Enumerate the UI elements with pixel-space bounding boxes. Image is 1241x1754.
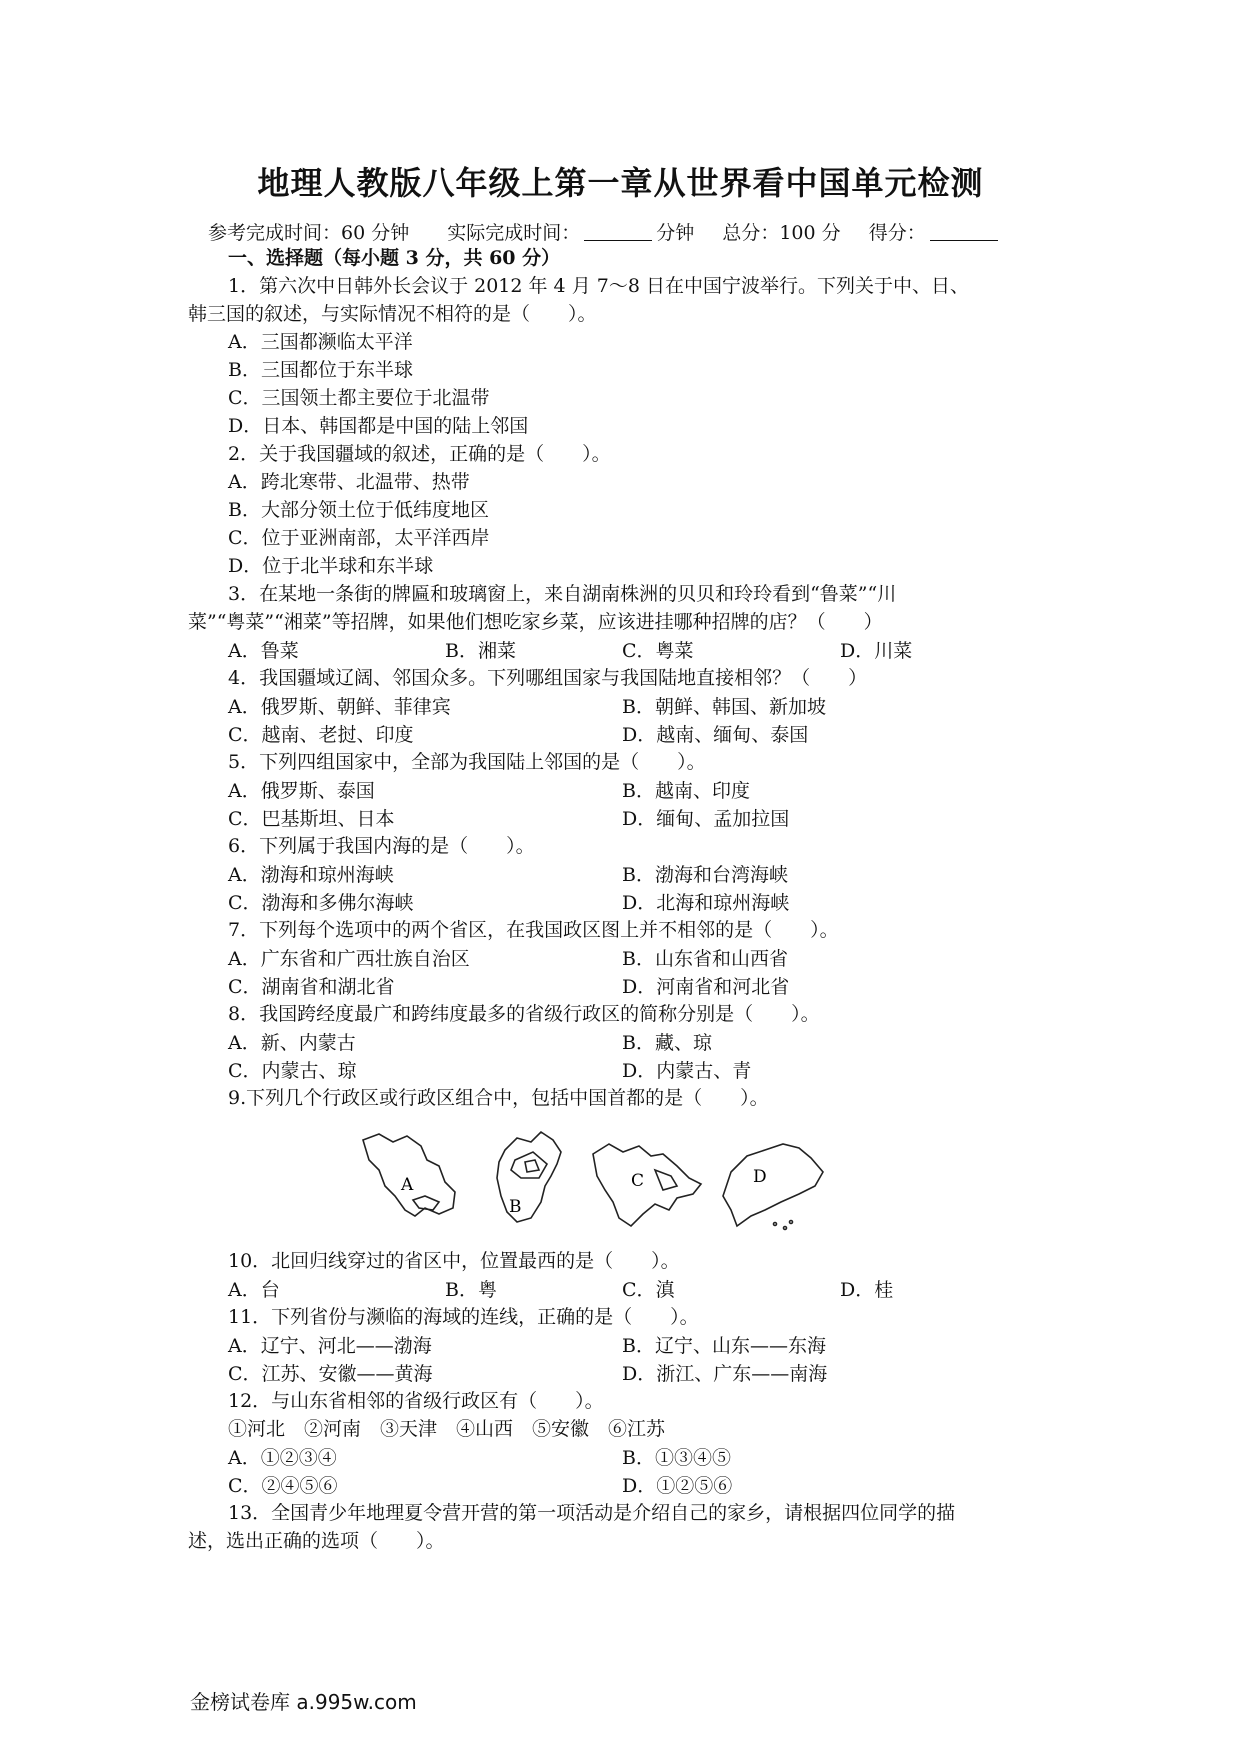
map-c-outline xyxy=(593,1144,701,1226)
map-d-outline xyxy=(723,1144,823,1230)
q12-option-d: D．①②⑤⑥ xyxy=(622,1475,733,1497)
q7-option-c: C．湖南省和湖北省 xyxy=(228,976,395,998)
exam-meta xyxy=(208,218,1002,245)
q1-option-b: B．三国都位于东半球 xyxy=(228,359,413,381)
q8-option-c: C．内蒙古、琼 xyxy=(228,1060,357,1082)
q9-stem: 9.下列几个行政区或行政区组合中，包括中国首都的是（ ）。 xyxy=(228,1087,769,1109)
q4-stem: 4．我国疆域辽阔、邻国众多。下列哪组国家与我国陆地直接相邻？（ ） xyxy=(228,667,868,689)
q5-option-d: D．缅甸、孟加拉国 xyxy=(622,808,790,830)
q12-option-b: B．①③④⑤ xyxy=(622,1447,731,1469)
q12-stem: 12．与山东省相邻的省级行政区有（ ）。 xyxy=(228,1390,604,1412)
score-label: 得分： xyxy=(868,222,926,244)
q4-option-a: A．俄罗斯、朝鲜、菲律宾 xyxy=(228,696,451,718)
q6-option-a: A．渤海和琼州海峡 xyxy=(228,864,394,886)
map-d-label: D xyxy=(753,1167,767,1187)
map-c-label: C xyxy=(631,1171,645,1191)
q4-option-c: C．越南、老挝、印度 xyxy=(228,724,414,746)
q1-stem-line1: 1．第六次中日韩外长会议于 2012 年 4 月 7～8 日在中国宁波举行。下列关于中、日、 xyxy=(228,275,969,297)
q2-option-d: D．位于北半球和东半球 xyxy=(228,555,434,577)
q3-stem-line2: 菜”“粤菜”“湘菜”等招牌，如果他们想吃家乡菜，应该进挂哪种招牌的店？（ ） xyxy=(188,611,883,633)
q2-option-a: A．跨北寒带、北温带、热带 xyxy=(228,471,470,493)
q1-option-c: C．三国领土都主要位于北温带 xyxy=(228,387,490,409)
actual-time-unit: 分钟 xyxy=(656,222,695,244)
actual-time-blank[interactable] xyxy=(584,222,652,241)
page-title: 地理人教版八年级上第一章从世界看中国单元检测 xyxy=(257,164,984,202)
q12-option-c: C．②④⑤⑥ xyxy=(228,1475,338,1497)
q7-option-b: B．山东省和山西省 xyxy=(622,948,788,970)
q2-stem: 2．关于我国疆域的叙述，正确的是（ ）。 xyxy=(228,443,611,465)
score-blank[interactable] xyxy=(930,222,998,241)
q8-option-a: A．新、内蒙古 xyxy=(228,1032,356,1054)
q10-option-c: C．滇 xyxy=(622,1279,675,1301)
q3-option-d: D．川菜 xyxy=(840,640,913,662)
q12-option-a: A．①②③④ xyxy=(228,1447,337,1469)
q6-option-d: D．北海和琼州海峡 xyxy=(622,892,790,914)
q3-option-a: A．鲁菜 xyxy=(228,640,299,662)
q13-stem-line1: 13．全国青少年地理夏令营开营的第一项活动是介绍自己的家乡，请根据四位同学的描 xyxy=(228,1502,956,1524)
q11-stem: 11．下列省份与濒临的海域的连线，正确的是（ ）。 xyxy=(228,1306,699,1328)
q10-option-d: D．桂 xyxy=(840,1279,894,1301)
q2-option-b: B．大部分领土位于低纬度地区 xyxy=(228,499,489,521)
q8-option-d: D．内蒙古、青 xyxy=(622,1060,752,1082)
map-b-outline xyxy=(497,1132,561,1222)
q11-option-d: D．浙江、广东——南海 xyxy=(622,1363,828,1385)
q3-option-c: C．粤菜 xyxy=(622,640,694,662)
total-score: 总分：100 分 xyxy=(722,222,841,244)
q5-option-c: C．巴基斯坦、日本 xyxy=(228,808,395,830)
ref-time: 参考完成时间：60 分钟 xyxy=(208,222,410,244)
q10-option-a: A．台 xyxy=(228,1279,280,1301)
q4-option-b: B．朝鲜、韩国、新加坡 xyxy=(622,696,826,718)
q6-stem: 6．下列属于我国内海的是（ ）。 xyxy=(228,835,535,857)
q10-option-b: B．粤 xyxy=(445,1279,497,1301)
q8-stem: 8．我国跨经度最广和跨纬度最多的省级行政区的简称分别是（ ）。 xyxy=(228,1003,820,1025)
q10-stem: 10．北回归线穿过的省区中，位置最西的是（ ）。 xyxy=(228,1250,680,1272)
map-a-label: A xyxy=(401,1175,414,1195)
q13-stem-line2: 述，选出正确的选项（ ）。 xyxy=(188,1530,445,1552)
q12-items: ①河北 ②河南 ③天津 ④山西 ⑤安徽 ⑥江苏 xyxy=(228,1418,666,1440)
q1-option-d: D．日本、韩国都是中国的陆上邻国 xyxy=(228,415,529,437)
q1-option-a: A．三国都濒临太平洋 xyxy=(228,331,413,353)
q6-option-c: C．渤海和多佛尔海峡 xyxy=(228,892,414,914)
q7-stem: 7．下列每个选项中的两个省区，在我国政区图上并不相邻的是（ ）。 xyxy=(228,919,839,941)
q2-option-c: C．位于亚洲南部，太平洋西岸 xyxy=(228,527,490,549)
q5-option-a: A．俄罗斯、泰国 xyxy=(228,780,375,802)
q11-option-a: A．辽宁、河北——渤海 xyxy=(228,1335,432,1357)
footer-watermark: 金榜试卷库 a.995w.com xyxy=(190,1690,417,1714)
q5-stem: 5．下列四组国家中，全部为我国陆上邻国的是（ ）。 xyxy=(228,751,706,773)
q11-option-c: C．江苏、安徽——黄海 xyxy=(228,1363,433,1385)
q6-option-b: B．渤海和台湾海峡 xyxy=(622,864,788,886)
q7-option-a: A．广东省和广西壮族自治区 xyxy=(228,948,470,970)
q3-stem-line1: 3．在某地一条街的牌匾和玻璃窗上，来自湖南株洲的贝贝和玲玲看到“鲁菜”“川 xyxy=(228,583,897,605)
map-b-label: B xyxy=(509,1197,522,1217)
q4-option-d: D．越南、缅甸、泰国 xyxy=(622,724,809,746)
actual-time-label: 实际完成时间： xyxy=(447,222,581,244)
section-heading: 一、选择题（每小题 3 分，共 60 分） xyxy=(228,247,561,269)
q3-option-b: B．湘菜 xyxy=(445,640,516,662)
province-maps-figure xyxy=(355,1130,875,1240)
q11-option-b: B．辽宁、山东——东海 xyxy=(622,1335,826,1357)
q8-option-b: B．藏、琼 xyxy=(622,1032,712,1054)
q1-stem-line2: 韩三国的叙述，与实际情况不相符的是（ ）。 xyxy=(188,303,597,325)
q5-option-b: B．越南、印度 xyxy=(622,780,750,802)
q7-option-d: D．河南省和河北省 xyxy=(622,976,790,998)
